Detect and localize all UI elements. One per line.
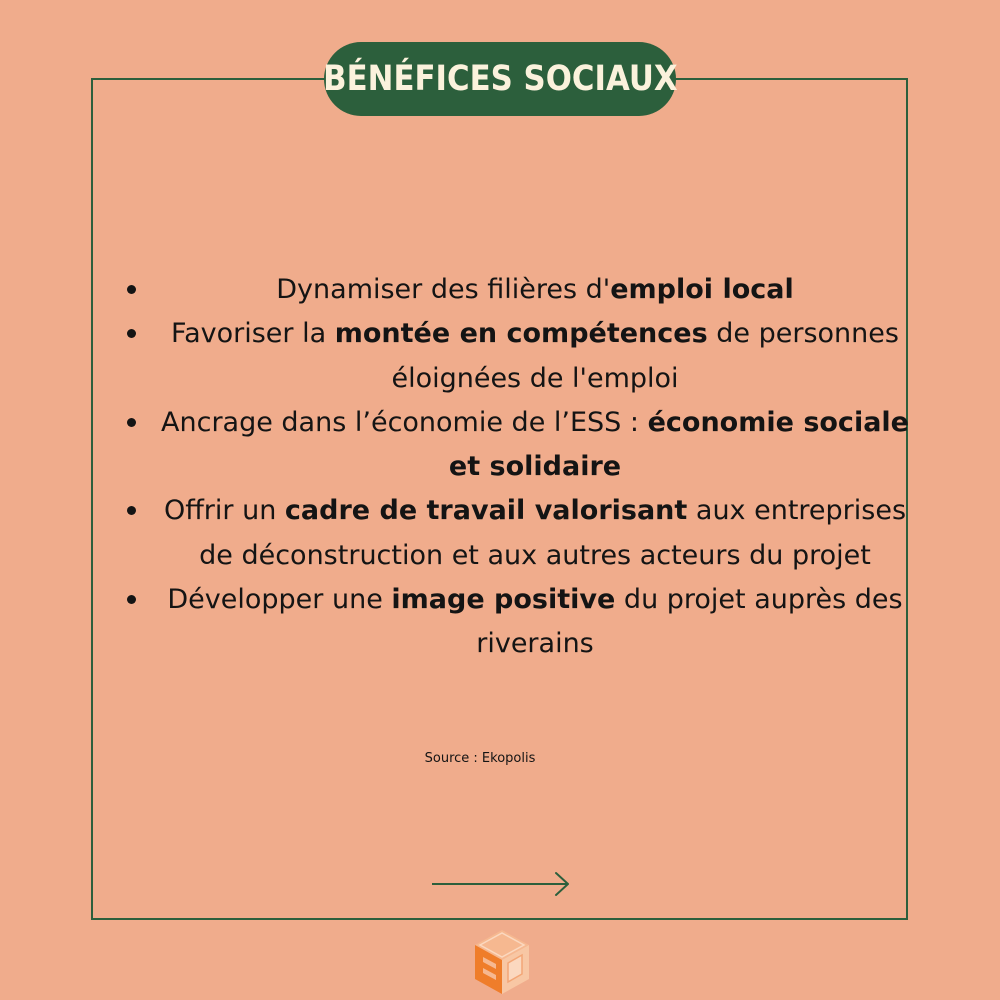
list-item-text: Dynamiser des filières d'emploi local [276, 274, 794, 305]
page-title: BÉNÉFICES SOCIAUX [322, 59, 678, 99]
source-caption: Source : Ekopolis [424, 751, 536, 766]
bullet-icon [127, 506, 136, 515]
bullet-icon [127, 285, 136, 294]
title-badge [324, 42, 676, 116]
list-item [120, 401, 910, 490]
list-item-text: Développer une image positive du projet auprès des riverains [167, 584, 903, 660]
list-item [120, 578, 910, 667]
bullet-icon [127, 418, 136, 427]
benefits-list [120, 268, 910, 667]
bullet-icon [127, 595, 136, 604]
list-item-text: Ancrage dans l’économie de l’ESS : économie sociale et solidaire [161, 406, 909, 483]
list-item [120, 312, 910, 401]
list-item [120, 268, 910, 312]
cube-logo-icon [472, 928, 532, 996]
list-item-text: Offrir un cadre de travail valorisant aux entreprises de déconstruction et aux autres acteurs du projet [163, 495, 907, 571]
list-item [120, 489, 910, 578]
list-item-text: Favoriser la montée en compétences de personnes éloignées de l'emploi [171, 318, 899, 394]
arrow-right-icon[interactable] [430, 870, 572, 898]
bullet-icon [127, 329, 136, 338]
